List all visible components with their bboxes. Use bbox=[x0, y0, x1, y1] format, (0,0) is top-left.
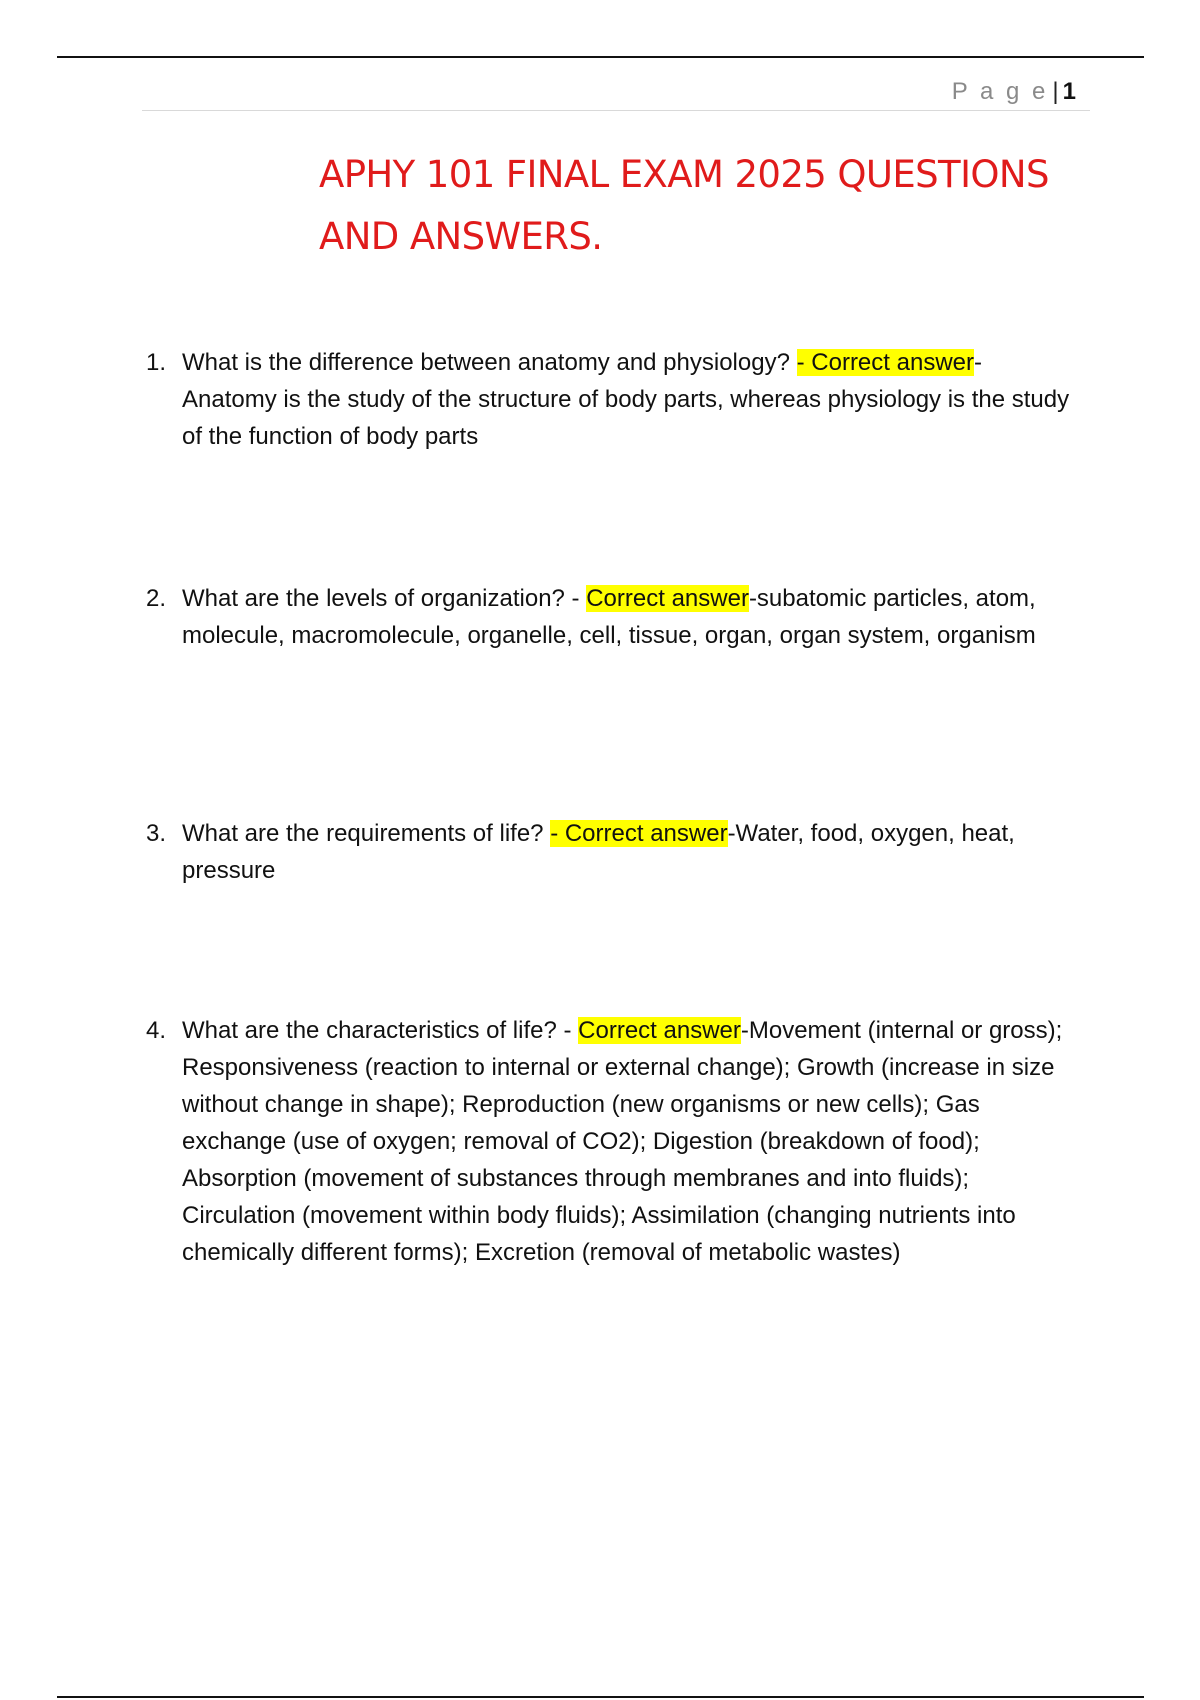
question-text: What are the requirements of life? bbox=[182, 820, 551, 847]
answer-text: -Movement (internal or gross); Responsiveness (reaction to internal or external change); Growth (increase in size without change in shape); Reproduction (new organisms or new cells); Gas exchange (use of oxygen; removal of CO2); Digestion (breakdown of food); Absorption (movement of substances through membranes and into fluids); Circulation (movement within body fluids); Assimilation (changing nutrients into chemically different forms); Excretion (removal of metabolic wastes) bbox=[182, 1017, 1063, 1266]
answer-text: -Anatomy is the study of the structure of body parts, whereas physiology is the study of the function of body parts bbox=[182, 349, 1070, 450]
question-number: 3. bbox=[146, 820, 167, 847]
top-border-line bbox=[57, 56, 1144, 58]
question-text-block bbox=[182, 344, 1076, 455]
question-text: What are the levels of organization? - bbox=[182, 585, 587, 612]
question-text-block bbox=[182, 815, 1076, 889]
document-title bbox=[319, 144, 1099, 268]
question-text-block bbox=[182, 1012, 1076, 1271]
question-item-2 bbox=[146, 580, 1076, 654]
bottom-border-line bbox=[57, 1696, 1144, 1698]
question-item-3 bbox=[146, 815, 1076, 889]
question-item-4 bbox=[146, 1012, 1076, 1271]
question-number: 1. bbox=[146, 349, 167, 376]
question-text-block bbox=[182, 580, 1076, 654]
correct-answer-marker: Correct answer bbox=[586, 585, 749, 612]
page-number-label bbox=[952, 78, 1076, 106]
answer-text: -Water, food, oxygen, heat, pressure bbox=[182, 820, 1015, 884]
title-line-1: APHY 101 FINAL EXAM 2025 QUESTIONS bbox=[319, 153, 1049, 196]
correct-answer-marker: Correct answer bbox=[578, 1017, 741, 1044]
question-text: What are the characteristics of life? - bbox=[182, 1017, 579, 1044]
correct-answer-marker: - Correct answer bbox=[550, 820, 728, 847]
correct-answer-marker: - Correct answer bbox=[796, 349, 974, 376]
answer-text: -subatomic particles, atom, molecule, macromolecule, organelle, cell, tissue, organ, organ system, organism bbox=[182, 585, 1036, 649]
page-header bbox=[142, 74, 1090, 111]
question-text: What is the difference between anatomy and physiology? bbox=[182, 349, 797, 376]
page-word: P a g e bbox=[951, 78, 1049, 105]
question-number: 2. bbox=[146, 585, 167, 612]
question-number: 4. bbox=[146, 1017, 167, 1044]
page-number: 1 bbox=[1062, 78, 1076, 105]
question-item-1 bbox=[146, 344, 1076, 455]
page-separator: | bbox=[1052, 78, 1059, 105]
title-line-2: AND ANSWERS. bbox=[319, 215, 603, 258]
